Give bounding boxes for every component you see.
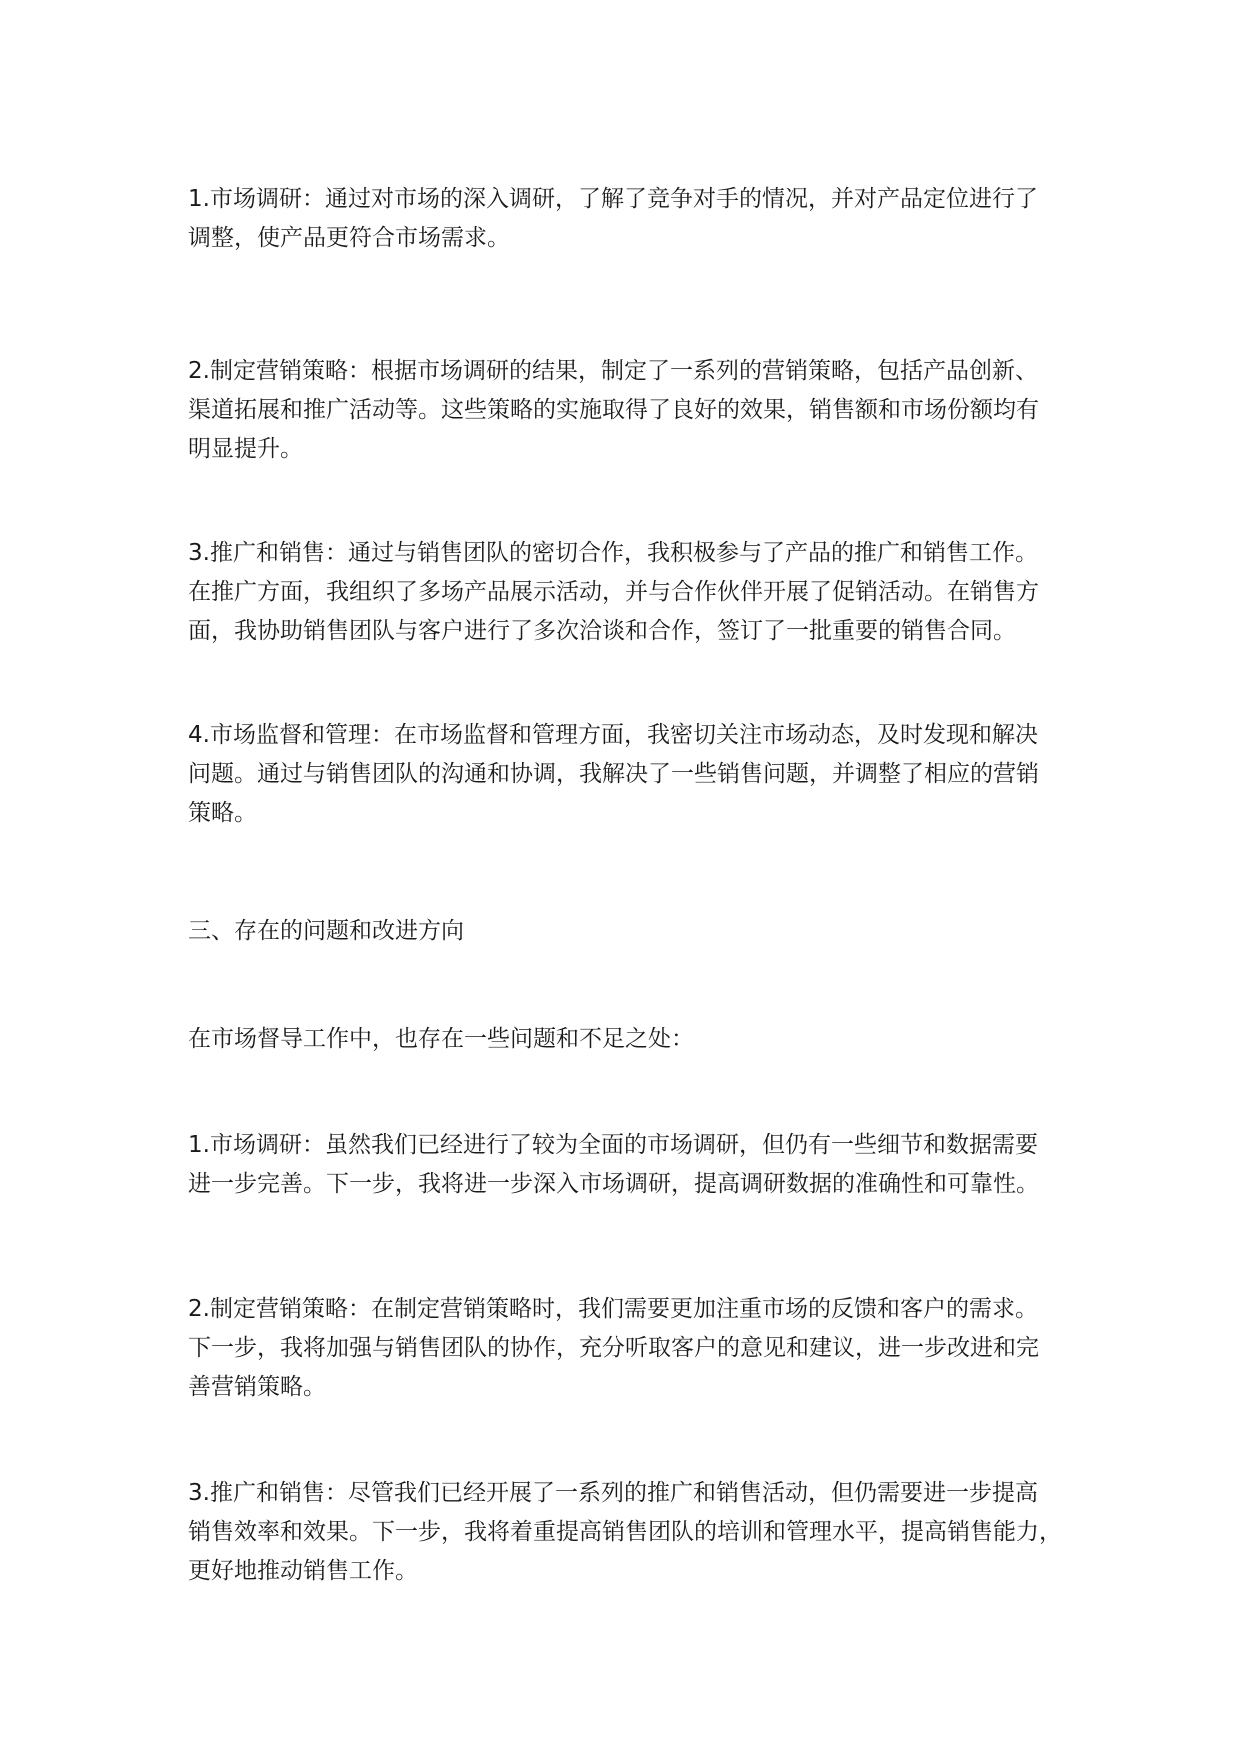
paragraph-promotion-sales (188, 534, 1068, 651)
text-line: 问题。通过与销售团队的沟通和协调，我解决了一些销售问题，并调整了相应的营销 (188, 761, 1039, 787)
text-line: 4.市场监督和管理：在市场监督和管理方面，我密切关注市场动态，及时发现和解决 (188, 722, 1038, 748)
text-line: 2.制定营销策略：根据市场调研的结果，制定了一系列的营销策略，包括产品创新、 (188, 358, 1038, 384)
text-line: 进一步完善。下一步，我将进一步深入市场调研，提高调研数据的准确性和可靠性。 (188, 1171, 1039, 1197)
text-line: 1.市场调研：通过对市场的深入调研，了解了竞争对手的情况，并对产品定位进行了 (188, 186, 1038, 212)
text-line: 调整，使产品更符合市场需求。 (188, 225, 510, 251)
paragraph-strategy-improvement (188, 1290, 1068, 1407)
text-line: 2.制定营销策略：在制定营销策略时，我们需要更加注重市场的反馈和客户的需求。 (188, 1296, 1038, 1322)
text-line: 更好地推动销售工作。 (188, 1558, 418, 1584)
paragraph-problems-intro (188, 1020, 1068, 1059)
text-line: 明显提升。 (188, 436, 303, 462)
text-line: 在市场督导工作中，也存在一些问题和不足之处： (188, 1026, 694, 1052)
text-line: 渠道拓展和推广活动等。这些策略的实施取得了良好的效果，销售额和市场份额均有 (188, 397, 1039, 423)
text-line: 3.推广和销售：尽管我们已经开展了一系列的推广和销售活动，但仍需要进一步提高 (188, 1480, 1038, 1506)
text-line: 1.市场调研：虽然我们已经进行了较为全面的市场调研，但仍有一些细节和数据需要 (188, 1132, 1038, 1158)
section-heading-problems (188, 912, 1068, 951)
text-line: 善营销策略。 (188, 1374, 326, 1400)
text-line: 在推广方面，我组织了多场产品展示活动，并与合作伙伴开展了促销活动。在销售方 (188, 579, 1039, 605)
text-line: 面，我协助销售团队与客户进行了多次洽谈和合作，签订了一批重要的销售合同。 (188, 618, 1016, 644)
text-line: 下一步，我将加强与销售团队的协作，充分听取客户的意见和建议，进一步改进和完 (188, 1335, 1039, 1361)
paragraph-marketing-strategy (188, 352, 1068, 469)
text-line: 策略。 (188, 800, 257, 826)
paragraph-sales-improvement (188, 1474, 1068, 1591)
text-line: 三、存在的问题和改进方向 (188, 918, 464, 944)
paragraph-market-supervision (188, 716, 1068, 833)
paragraph-market-research (188, 180, 1068, 258)
text-line: 3.推广和销售：通过与销售团队的密切合作，我积极参与了产品的推广和销售工作。 (188, 540, 1038, 566)
paragraph-research-improvement (188, 1126, 1068, 1204)
text-line: 销售效率和效果。下一步，我将着重提高销售团队的培训和管理水平，提高销售能力， (188, 1519, 1062, 1545)
